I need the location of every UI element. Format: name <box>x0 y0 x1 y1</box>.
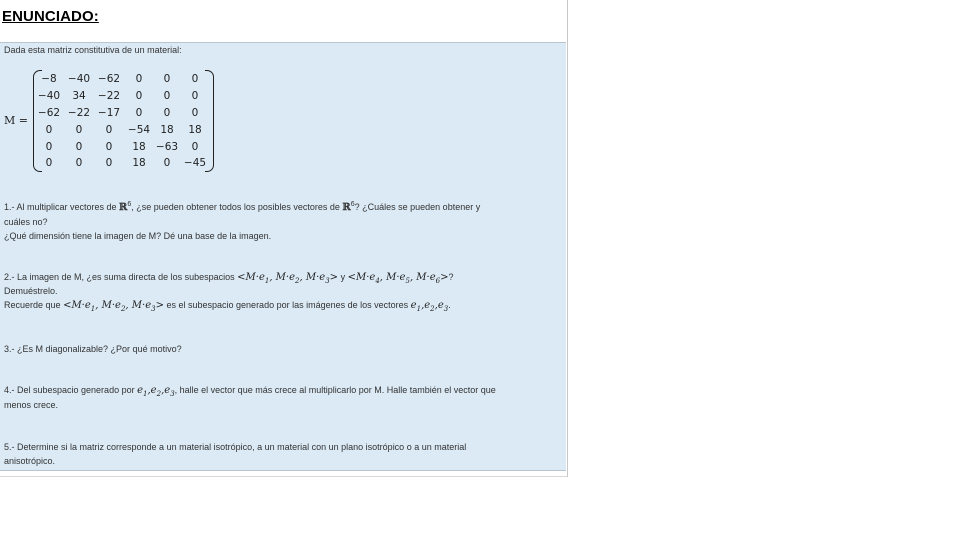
matrix-cell: −40 <box>67 73 91 85</box>
matrix-cell: 18 <box>132 157 146 169</box>
question-4 <box>4 383 496 398</box>
matrix-cell: 0 <box>163 107 171 119</box>
q4-text-a: 4.- Del subespacio generado por <box>4 385 135 395</box>
matrix-cell: 0 <box>191 73 199 85</box>
question-3: 3.- ¿Es M diagonalizable? ¿Por qué motivo? <box>4 344 182 354</box>
matrix-cell: −22 <box>67 107 91 119</box>
page-heading: ENUNCIADO: <box>2 8 99 25</box>
matrix-cell: 0 <box>75 124 83 136</box>
page-bottom-rule <box>0 476 567 477</box>
matrix-cell: −8 <box>41 73 57 85</box>
matrix-cell: 0 <box>75 141 83 153</box>
q4-basis-formula: $e_1,e_2,e_3$ <box>137 385 175 398</box>
basis-vectors-formula: $e_1,e_2,e_3$ <box>410 300 449 313</box>
matrix-cell: −17 <box>97 107 121 119</box>
subspace-2-formula: $<M\cdot e_4$, $M\cdot e_5$, $M\cdot e_6>$ <box>347 272 449 285</box>
q2-text-y: y <box>340 272 346 282</box>
matrix-cell: −22 <box>97 90 121 102</box>
matrix-cell: −45 <box>183 157 207 169</box>
matrix-cell: 0 <box>163 157 171 169</box>
matrix-cell: −62 <box>97 73 121 85</box>
question-1-line-2: cuáles no? <box>4 217 48 227</box>
question-5-line-2: anisotrópico. <box>4 456 56 466</box>
question-1 <box>4 200 480 215</box>
matrix-cell: 0 <box>191 90 199 102</box>
matrix-cell: 0 <box>45 141 53 153</box>
matrix-cell: 0 <box>45 124 53 136</box>
q1-text-b: , ¿se pueden obtener todos los posibles vectores de <box>131 202 343 212</box>
question-1-line-3: ¿Qué dimensión tiene la imagen de M? Dé una base de la imagen. <box>4 231 272 241</box>
matrix-cell: 0 <box>135 107 143 119</box>
matrix-cell: 18 <box>188 124 202 136</box>
matrix-cell: 0 <box>105 141 113 153</box>
matrix-cell: 0 <box>163 73 171 85</box>
matrix-label: M = <box>4 114 28 127</box>
matrix-cell: −40 <box>37 90 61 102</box>
matrix-cell: −62 <box>37 107 61 119</box>
real-numbers-symbol-2: ℝ <box>342 202 351 213</box>
matrix-cell: 0 <box>135 73 143 85</box>
q2-recall-text: Recuerde que <box>4 300 61 310</box>
matrix-cell: 0 <box>135 90 143 102</box>
question-2 <box>4 270 454 285</box>
q1-exponent: 6 <box>127 201 132 208</box>
matrix-cell: −54 <box>127 124 151 136</box>
matrix-cell: 0 <box>191 107 199 119</box>
matrix-cell: −63 <box>155 141 179 153</box>
intro-text: Dada esta matriz constitutiva de un material: <box>4 45 182 55</box>
matrix-cell: 0 <box>105 124 113 136</box>
subspace-formula-recall: $<M\cdot e_1$, $M\cdot e_2$, $M\cdot e_3>$ <box>63 300 164 313</box>
q2-recall-text-b: es el subespacio generado por las imágenes de los vectores <box>166 300 409 310</box>
subspace-1-formula: $<M\cdot e_1$, $M\cdot e_2$, $M\cdot e_3>$ <box>237 272 339 285</box>
matrix-cell: 18 <box>132 141 146 153</box>
question-5: 5.- Determine si la matriz corresponde a un material isotrópico, a un material con un plano isotrópico o a un material <box>4 442 467 452</box>
q4-text-b: , halle el vector que más crece al multiplicarlo por M. Halle también el vector que <box>174 385 496 395</box>
matrix-cell: 0 <box>163 90 171 102</box>
matrix-cell: 0 <box>45 157 53 169</box>
q1-text-a: 1.- Al multiplicar vectores de <box>4 202 120 212</box>
matrix-cell: 0 <box>191 141 199 153</box>
question-4-line-2: menos crece. <box>4 400 59 410</box>
matrix-cell: 34 <box>72 90 86 102</box>
matrix-cell: 0 <box>75 157 83 169</box>
q2-text-a: 2.- La imagen de M, ¿es suma directa de los subespacios <box>4 272 235 282</box>
matrix-cell: 0 <box>105 157 113 169</box>
q1-text-c: ? ¿Cuáles se pueden obtener y <box>354 202 481 212</box>
question-2-line-3 <box>4 298 451 313</box>
q1-exponent-2: 6 <box>350 201 355 208</box>
q2-period: . <box>448 300 451 310</box>
real-numbers-symbol: ℝ <box>119 202 128 213</box>
q2-text-c: ? <box>448 272 454 282</box>
question-2-line-2: Demuéstrelo. <box>4 286 58 296</box>
matrix-cell: 18 <box>160 124 174 136</box>
